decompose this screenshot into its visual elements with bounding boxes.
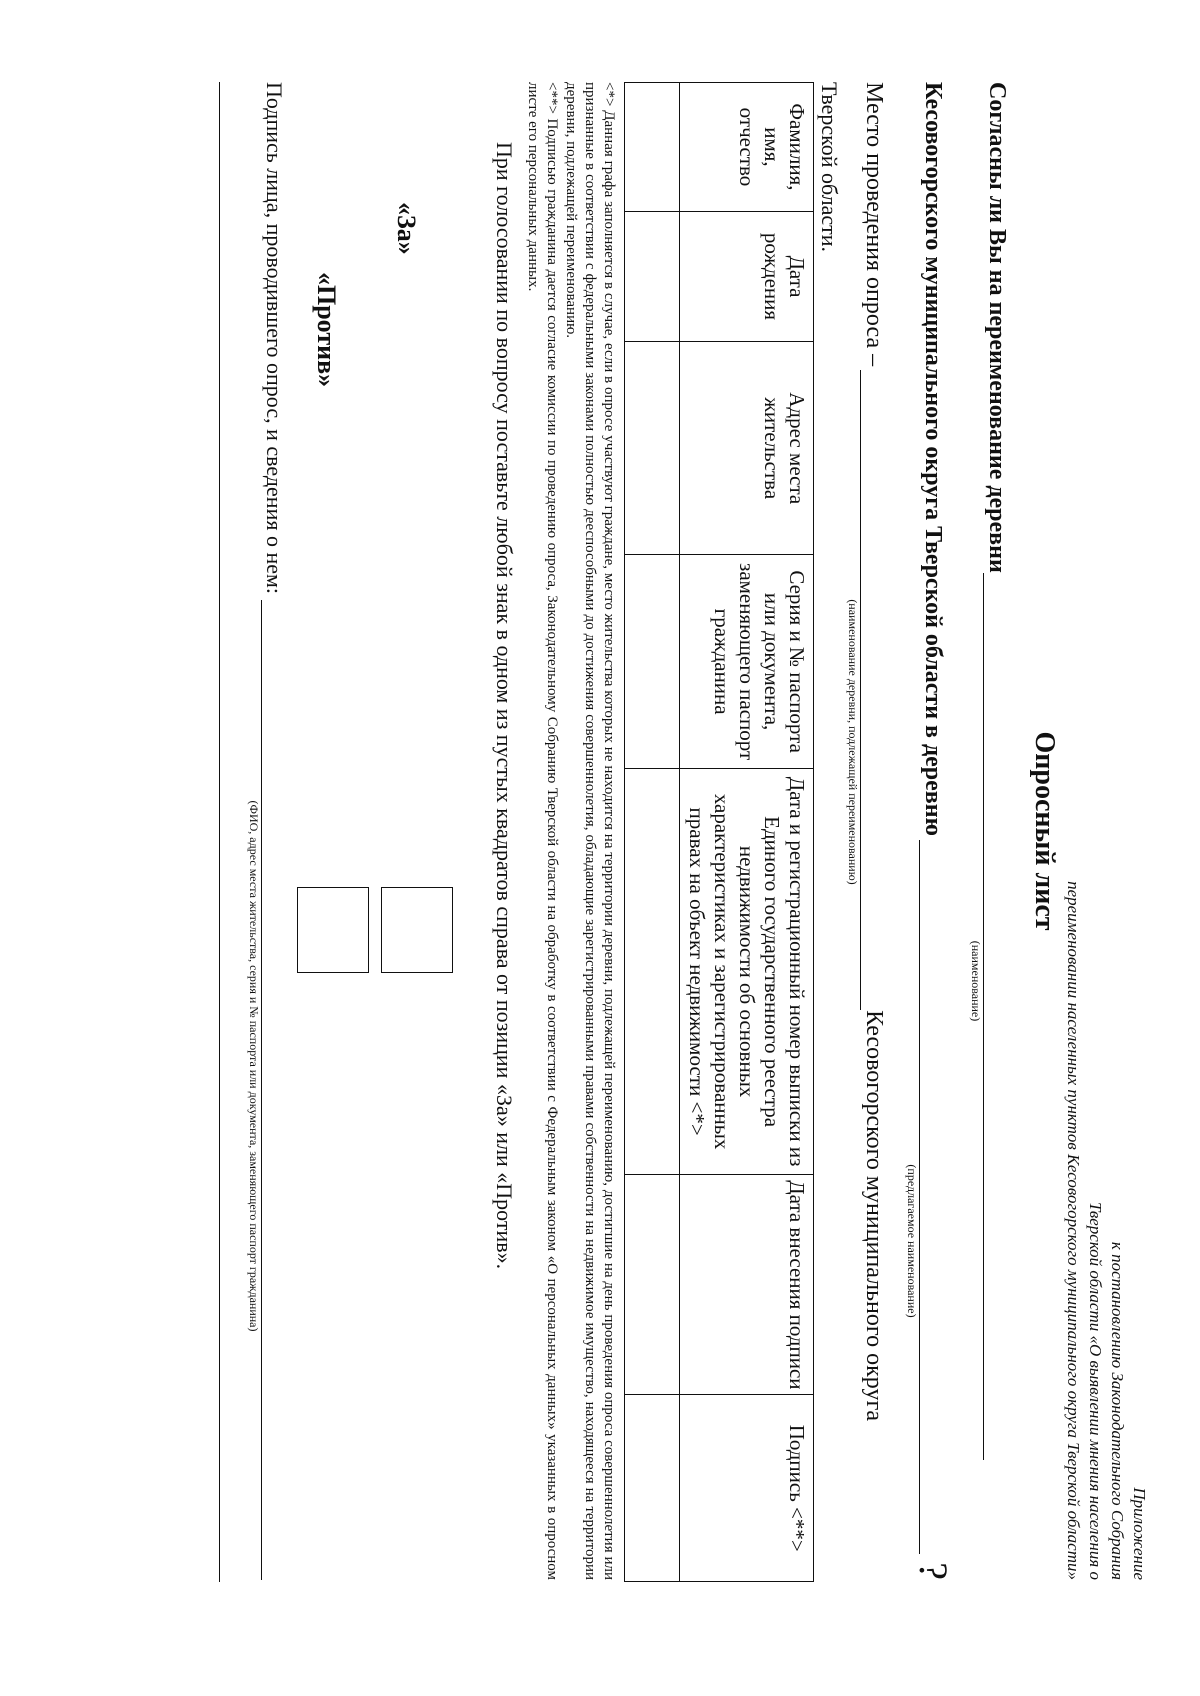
document-title: Опросный лист [1029,731,1060,931]
survey-place-caption: (наименование деревни, подлежащей переименованию) [846,599,860,885]
signature-row [261,82,287,1580]
footnotes [523,82,618,1580]
vote-against-checkbox[interactable] [297,887,369,973]
new-name-caption: (предлагаемое наименование) [905,1164,919,1318]
appendix-line: к постановлению Законодательного Собрания [1108,1241,1127,1580]
appendix-line: Приложение [1130,1487,1149,1580]
survey-place-label: Место проведения опроса – [861,82,887,367]
survey-place-row [860,82,887,1580]
footnote-2: <**> Подписью гражданина дается согласие комиссии по проведению опроса, Законодательному Собранию Тверской области на обработку в соответствии с Федеральным законом «О персональных данных» указанных в опросном листе его персональных данных. [525,82,560,1580]
village-name-field[interactable] [983,573,1010,1460]
survey-table [624,82,814,1582]
vote-area [291,82,491,1580]
appendix-line: переименовании населенных пунктов Кесовогорского муниципального округа Тверской области» [1064,881,1083,1580]
header-passport: Серия и № паспорта или документа, заменяющего паспорт гражданина [680,555,814,768]
vote-for-checkbox[interactable] [381,887,453,973]
survey-place-field[interactable] [860,370,885,1010]
cell-full-name[interactable] [625,83,680,212]
signature-label: Подпись лица, проводившего опрос, и сведения о нем: [262,82,287,595]
table-row [625,83,680,1582]
header-address: Адрес места жительства [680,342,814,555]
cell-address[interactable] [625,342,680,555]
signature-field[interactable] [261,600,282,1580]
cell-birth-date[interactable] [625,211,680,341]
footnote-1: <*> Данная графа заполняется в случае, если в опросе участвуют граждане, место жительства которых не находится на территории деревни, подлежащей переименованию, достигшие на день проведения опроса совершеннолетия или признанные в соответствии с федеральными законами полностью дееспособными до достижения совершеннолетия, обладающие зарегистрированными правами собственности на недвижимое имущество, находящееся на территории деревни, подлежащей переименованию. [563,82,617,1580]
question-row [983,82,1010,1580]
question-mark: ? [911,1562,956,1580]
appendix-header [1062,82,1150,1580]
header-birth-date: Дата рождения [680,211,814,341]
vote-instruction: При голосовании по вопросу поставьте любой знак в одном из пустых квадратов справа от позиции «За» или «Против». [492,142,517,1270]
cell-signature[interactable] [625,1395,680,1582]
document-content [219,82,1150,1580]
bottom-rule [219,82,220,1582]
header-registry-extract: Дата и регистрационный номер выписки из Единого государственного реестра недвижимости об основных характеристиках и зарегистрированных правах на объект недвижимости <*> [680,768,814,1175]
header-signature: Подпись <**> [680,1395,814,1582]
signature-caption: (ФИО, адрес места жительства, серия и № паспорта или документа, заменяющего паспорт гражданина) [247,800,261,1332]
new-name-field[interactable] [919,840,946,1554]
new-name-text: Кесовогорского муниципального округа Тверской области в деревню [920,82,946,836]
survey-place-district: Кесовогорского муниципального округа [861,1010,887,1421]
vote-against-label: «Против» [312,272,341,388]
cell-passport[interactable] [625,555,680,768]
region-text: Тверской области. [817,82,842,253]
appendix-line: Тверской области «О выявлении мнения населения о [1086,1202,1105,1580]
header-full-name: Фамилия, имя, отчество [680,83,814,212]
table-header-row [680,83,814,1582]
village-name-caption: (наименование) [969,940,983,1022]
question-text: Согласны ли Вы на переименование деревни [984,82,1010,573]
header-signature-date: Дата внесения подписи [680,1175,814,1395]
cell-registry-extract[interactable] [625,768,680,1175]
vote-for-label: «За» [392,202,421,255]
cell-signature-date[interactable] [625,1175,680,1395]
